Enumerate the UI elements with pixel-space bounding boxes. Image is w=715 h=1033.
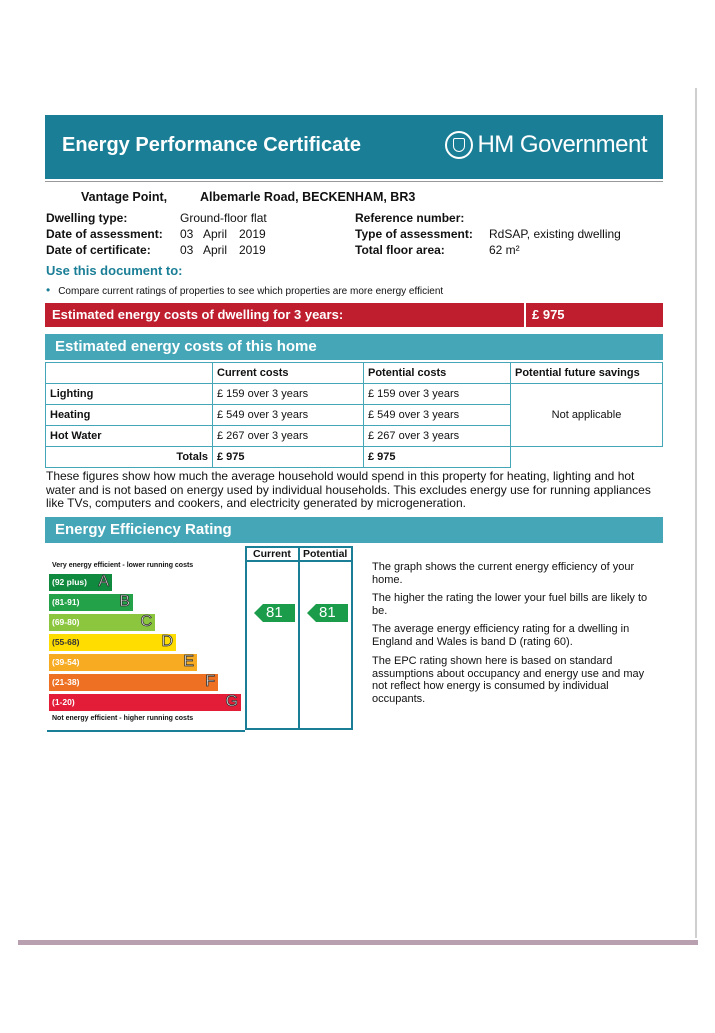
bar-separator [524, 303, 526, 327]
row-current: £ 159 over 3 years [213, 384, 364, 405]
table-header-current: Current costs [213, 363, 364, 384]
table-header-savings: Potential future savings [511, 363, 663, 384]
energy-band [49, 634, 176, 651]
row-potential: £ 267 over 3 years [364, 426, 511, 447]
energy-band [49, 594, 133, 611]
potential-column-header: Potential [303, 548, 348, 560]
totals-label: Totals [46, 447, 213, 468]
floor-area-value: 62 m² [489, 243, 520, 257]
current-rating-arrow [263, 604, 295, 622]
current-column [245, 546, 300, 730]
row-potential: £ 549 over 3 years [364, 405, 511, 426]
band-letter: E [183, 653, 194, 670]
energy-band [49, 654, 197, 671]
bullet-icon: • [46, 283, 51, 297]
hm-government-logo [445, 131, 647, 159]
row-name: Lighting [46, 384, 213, 405]
page-title: Energy Performance Certificate [62, 134, 362, 156]
savings-cell: Not applicable [511, 384, 663, 447]
estimated-3yr-value: £ 975 [532, 307, 565, 322]
energy-band [49, 694, 241, 711]
band-letter: F [205, 673, 215, 690]
address-line1: Vantage Point, [81, 190, 168, 204]
row-potential: £ 159 over 3 years [364, 384, 511, 405]
crest-icon [445, 131, 473, 159]
current-column-header: Current [253, 548, 291, 560]
assessment-type-label: Type of assessment: [355, 227, 473, 241]
table-header-blank [46, 363, 213, 384]
bullet-item [46, 283, 443, 297]
row-name: Hot Water [46, 426, 213, 447]
address-line2: Albemarle Road, BECKENHAM, BR3 [200, 190, 416, 204]
potential-rating: 81 [319, 604, 336, 621]
band-letter: C [140, 613, 152, 630]
top-caption: Very energy efficient - lower running costs [52, 562, 194, 569]
row-current: £ 267 over 3 years [213, 426, 364, 447]
efficiency-graph [47, 546, 355, 732]
costs-table [45, 362, 663, 468]
costs-note: These figures show how much the average household would spend in this property for heating, lighting and hot water and is not based on energy used by individual households. This excludes energy use for running appliances like TVs, computers and cookers, and electricity generated by microgeneration. [46, 469, 651, 510]
assessment-date-label: Date of assessment: [46, 227, 163, 241]
band-letter: B [119, 593, 130, 610]
certificate-day: 03 [180, 243, 194, 257]
band-range: (81-91) [52, 597, 80, 607]
efficiency-description: The higher the rating the lower your fuel bills are likely to be. [372, 592, 648, 617]
page-bottom-border [18, 940, 698, 945]
costs-section-title: Estimated energy costs of this home [55, 338, 317, 355]
efficiency-description: The EPC rating shown here is based on standard assumptions about occupancy and energy use and may not reflect how energy is consumed by individual occupants. [372, 655, 645, 705]
row-name: Heating [46, 405, 213, 426]
current-rating: 81 [266, 604, 283, 621]
bottom-caption: Not energy efficient - higher running costs [52, 715, 194, 722]
column-header-divider [245, 560, 353, 562]
divider [45, 181, 663, 182]
certificate-header [45, 115, 663, 179]
costs-section-header [45, 334, 663, 360]
potential-rating-arrow [316, 604, 348, 622]
band-range: (92 plus) [52, 577, 87, 587]
bullet-text: Compare current ratings of properties to see which properties are more energy efficient [58, 286, 444, 297]
band-range: (69-80) [52, 617, 80, 627]
totals-potential: £ 975 [364, 447, 511, 468]
floor-area-label: Total floor area: [355, 243, 445, 257]
table-row [46, 384, 663, 405]
certificate-month: April [203, 243, 228, 257]
band-range: (21-38) [52, 677, 80, 687]
efficiency-description: The average energy efficiency rating for a dwelling in England and Wales is band D (rating 60). [372, 623, 630, 648]
use-heading: Use this document to: [46, 263, 183, 278]
dwelling-type-label: Dwelling type: [46, 211, 128, 225]
assessment-day: 03 [180, 227, 194, 241]
dwelling-type-value: Ground-floor flat [180, 211, 267, 225]
band-letter: A [98, 573, 109, 590]
assessment-month: April [203, 227, 228, 241]
band-range: (55-68) [52, 637, 80, 647]
band-range: (39-54) [52, 657, 80, 667]
efficiency-section-header [45, 517, 663, 543]
table-header-potential: Potential costs [364, 363, 511, 384]
band-range: (1-20) [52, 697, 75, 707]
energy-band [49, 614, 155, 631]
row-current: £ 549 over 3 years [213, 405, 364, 426]
assessment-type-value: RdSAP, existing dwelling [489, 227, 621, 241]
certificate-year: 2019 [239, 243, 266, 257]
page-edge-line [695, 88, 697, 938]
assessment-year: 2019 [239, 227, 266, 241]
bands-area [47, 560, 245, 732]
estimated-3yr-bar [45, 303, 663, 327]
totals-blank [511, 447, 663, 468]
table-header-row [46, 363, 663, 384]
estimated-3yr-label: Estimated energy costs of dwelling for 3 years: [52, 307, 344, 322]
energy-band [49, 674, 218, 691]
efficiency-section-title: Energy Efficiency Rating [55, 521, 232, 538]
reference-label: Reference number: [355, 211, 465, 225]
totals-row [46, 447, 663, 468]
efficiency-description: The graph shows the current energy efficiency of your home. [372, 561, 635, 586]
band-letter: D [161, 633, 173, 650]
totals-current: £ 975 [213, 447, 364, 468]
gov-label: HM Government [477, 131, 647, 158]
certificate-date-label: Date of certificate: [46, 243, 151, 257]
energy-band [49, 574, 112, 591]
potential-column [298, 546, 353, 730]
band-letter: G [225, 693, 238, 710]
